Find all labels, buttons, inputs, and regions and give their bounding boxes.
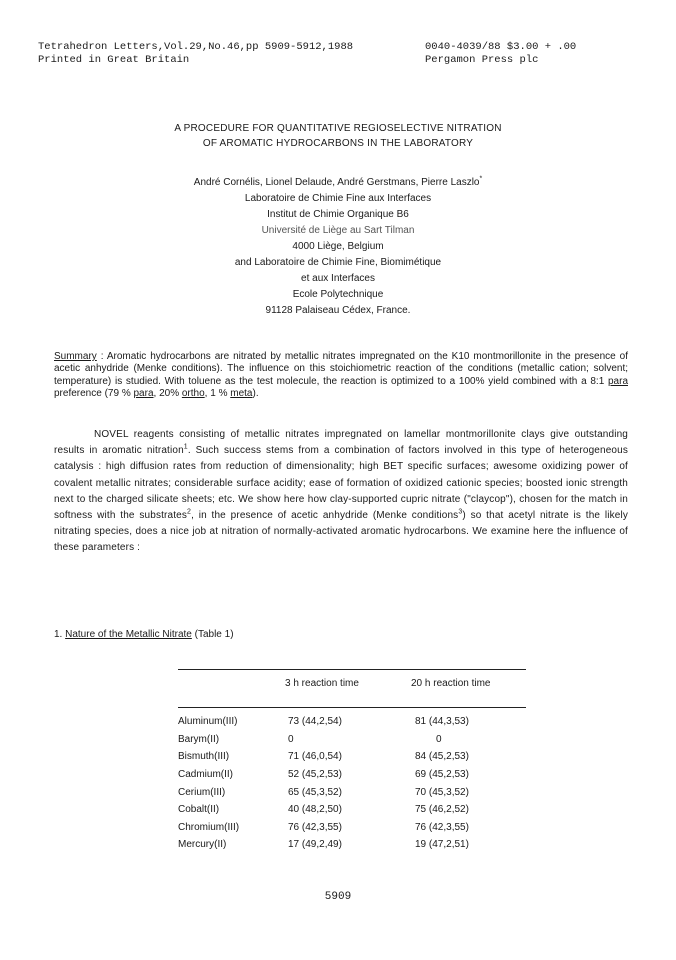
- yield-20h-cell: 69 (45,2,53): [415, 769, 469, 781]
- yield-3h-cell: 73 (44,2,54): [288, 716, 342, 728]
- author-list: [0, 175, 676, 191]
- yield-3h-cell: 0: [288, 733, 294, 745]
- summary-text: ).: [252, 387, 259, 399]
- summary-text: : Aromatic hydrocarbons are nitrated by metallic nitrates impregnated on the K10 montmorillonite in the presence of acetic anhydride (Menke conditions). The influence on this stoichiometric reaction of the conditions (metallic cation; solvent; temperature) is studied. With toluene as the test molecule, the reaction is optimized to a 100% yield combined with a 8:1: [54, 351, 628, 387]
- printed-location: Printed in Great Britain: [38, 54, 190, 66]
- metal-cell: Cadmium(II): [178, 769, 234, 781]
- yield-3h-cell: 76 (42,3,55): [288, 821, 342, 833]
- affiliation-line: and Laboratoire de Chimie Fine, Biomimétique: [234, 257, 442, 268]
- affiliation-block: [0, 191, 676, 319]
- yield-3h-cell: 65 (45,3,52): [288, 786, 342, 798]
- yield-20h-cell: 84 (45,2,53): [415, 751, 469, 763]
- metal-cell: Chromium(III): [178, 821, 240, 833]
- metal-cell: Mercury(II): [178, 839, 227, 851]
- column-header-20h: 20 h reaction time: [411, 678, 491, 689]
- yield-3h-cell: 52 (45,2,53): [288, 769, 342, 781]
- table-row: [178, 748, 469, 766]
- affiliation-line: Institut de Chimie Organique B6: [267, 209, 409, 220]
- para-term: para: [607, 375, 628, 387]
- table-row: [178, 819, 469, 837]
- summary-paragraph: [54, 351, 628, 400]
- title-line-1: A PROCEDURE FOR QUANTITATIVE REGIOSELECTIVE NITRATION: [174, 123, 502, 134]
- body-text: , in the presence of acetic anhydride (Menke conditions: [191, 510, 459, 522]
- journal-header: [38, 41, 353, 67]
- title-line-2: OF AROMATIC HYDROCARBONS IN THE LABORATORY: [202, 138, 474, 149]
- ortho-term: ortho: [181, 387, 205, 399]
- yield-3h-cell: 17 (49,2,49): [288, 839, 342, 851]
- metal-cell: Barym(II): [178, 733, 220, 745]
- table-header-rule: [178, 707, 526, 708]
- affiliation-line: Laboratoire de Chimie Fine aux Interfaces: [244, 193, 432, 204]
- yield-20h-cell: 70 (45,3,52): [415, 786, 469, 798]
- yield-20h-cell: 19 (47,2,51): [415, 839, 469, 851]
- column-header-3h: 3 h reaction time: [285, 678, 359, 689]
- affiliation-line: Ecole Polytechnique: [292, 289, 384, 300]
- nitrate-table: [178, 713, 469, 854]
- table-row: [178, 731, 469, 749]
- affiliation-line: 91128 Palaiseau Cédex, France.: [265, 305, 411, 316]
- price-code: 0040-4039/88 $3.00 + .00: [425, 41, 577, 53]
- authors: André Cornélis, Lionel Delaude, André Gerstmans, Pierre Laszlo: [193, 177, 480, 188]
- affiliation-line: Université de Liège au Sart Tilman: [261, 225, 415, 236]
- meta-term: meta: [230, 387, 253, 399]
- table-row: [178, 713, 469, 731]
- summary-label: Summary: [54, 351, 97, 362]
- summary-text: , 1 %: [204, 387, 231, 399]
- reference-mark: 1: [183, 443, 188, 451]
- metal-cell: Cerium(III): [178, 786, 226, 798]
- body-text: . Such success stems from a combination of factors involved in this type of heterogeneous catalysis : high diffusion rates from reduction of dimensionality; high BET specific surfaces; awesome oxidizing power of covalent metallic nitrates; considerable surface acidity; ease of formation of oxidized cationic species; boosted ionic strength next to the charged silicate sheets; etc. We show here how clay-supported cupric nitrate ("claycop"), chosen for the match in softness with the substrates: [54, 445, 629, 522]
- publisher-name: Pergamon Press plc: [425, 54, 539, 66]
- publisher-header: [425, 41, 576, 67]
- yield-20h-cell: 75 (46,2,52): [415, 804, 469, 816]
- affiliation-line: 4000 Liège, Belgium: [292, 241, 384, 252]
- section-heading: [54, 629, 234, 640]
- section-number: 1.: [54, 629, 66, 640]
- yield-3h-cell: 40 (48,2,50): [288, 804, 342, 816]
- body-text: ) so that acetyl nitrate is the likely nitrating species, does a nice job at nitration of normally-activated aromatic hydrocarbons. We examine here the influence of these parameters :: [54, 510, 628, 554]
- table-top-rule: [178, 669, 526, 670]
- section-suffix: (Table 1): [191, 629, 234, 640]
- yield-20h-cell: 81 (44,3,53): [415, 716, 469, 728]
- paper-title: [0, 121, 676, 151]
- table-row: [178, 801, 469, 819]
- metal-cell: Bismuth(III): [178, 751, 230, 763]
- yield-20h-cell: 0: [436, 733, 442, 745]
- table-row: [178, 783, 469, 801]
- metal-cell: Aluminum(III): [178, 716, 238, 728]
- reference-mark: 3: [458, 508, 463, 516]
- summary-text: preference (79 %: [54, 387, 134, 399]
- yield-20h-cell: 76 (42,3,55): [415, 821, 469, 833]
- body-paragraph: [54, 427, 628, 557]
- summary-text: , 20%: [153, 387, 182, 399]
- section-title: Nature of the Metallic Nitrate: [65, 629, 192, 640]
- body-text: NOVEL reagents consisting of metallic nitrates impregnated on lamellar montmorillonite clays give outstanding results in aromatic nitration: [54, 429, 628, 457]
- metal-cell: Cobalt(II): [178, 804, 220, 816]
- table-row: [178, 836, 469, 854]
- yield-3h-cell: 71 (46,0,54): [288, 751, 342, 763]
- table-row: [178, 766, 469, 784]
- reference-mark: 2: [187, 508, 192, 516]
- page-number: 5909: [324, 891, 352, 903]
- corresponding-author-mark: *: [479, 175, 483, 183]
- para-term: para: [133, 387, 154, 399]
- journal-citation: Tetrahedron Letters,Vol.29,No.46,pp 5909-5912,1988: [38, 41, 354, 53]
- affiliation-line: et aux Interfaces: [301, 273, 375, 284]
